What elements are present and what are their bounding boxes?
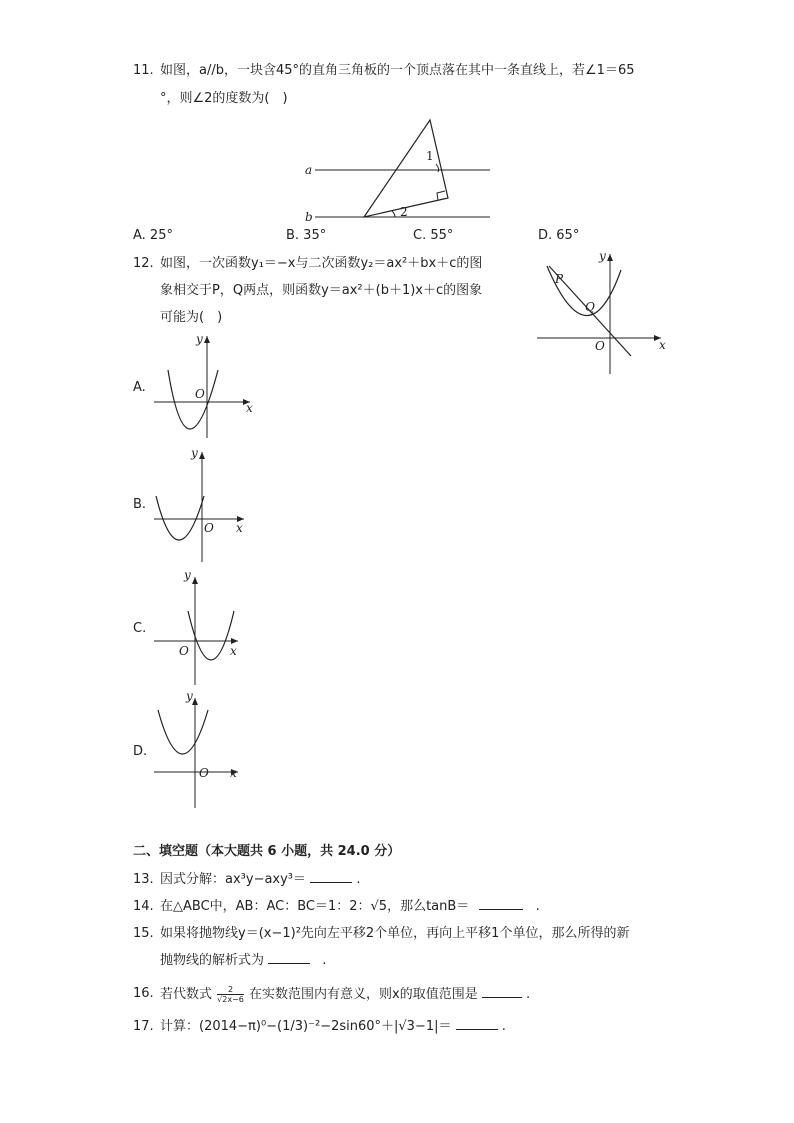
- q15-text-line1: 如果将抛物线y＝(x−1)²先向左平移2个单位，再向上平移1个单位，那么所得的新: [160, 926, 630, 941]
- q13-text: 因式分解：ax³y−axy³＝: [160, 872, 307, 887]
- q11-option-b[interactable]: B. 35°: [286, 228, 327, 243]
- q15-number: 15.: [133, 926, 154, 941]
- triangle-ruler: [364, 120, 448, 217]
- q13-line: [160, 871, 360, 889]
- q11-figure: [300, 114, 500, 226]
- q11-option-d[interactable]: D. 65°: [538, 228, 580, 243]
- q17-answer-blank[interactable]: [456, 1029, 498, 1030]
- angle2-arc: [392, 211, 395, 217]
- q16-frac-den: √2x−6: [217, 995, 244, 1004]
- q12-option-a-label[interactable]: A.: [133, 380, 146, 395]
- q12-option-b-label[interactable]: B.: [133, 497, 147, 512]
- q17-end: .: [501, 1019, 506, 1034]
- label-angle2: 2: [400, 205, 408, 219]
- q14-line: [160, 898, 540, 916]
- q16-number: 16.: [133, 986, 154, 1001]
- q16-end: .: [526, 987, 531, 1002]
- option-d-origin-label: O: [199, 766, 209, 780]
- option-b-x-label: x: [236, 521, 243, 535]
- q12-number: 12.: [133, 256, 154, 271]
- q13-answer-blank[interactable]: [310, 882, 352, 883]
- q12-option-a-graph[interactable]: [150, 330, 260, 442]
- q16-frac-num: 2: [217, 985, 244, 995]
- q12-option-b-graph[interactable]: [150, 444, 260, 566]
- q12-option-c-label[interactable]: C.: [133, 621, 147, 636]
- q14-text: 在△ABC中，AB：AC：BC＝1：2：√5，那么tanB＝: [160, 899, 470, 914]
- q12-option-d-graph[interactable]: [150, 688, 260, 810]
- option-d-y-label: y: [186, 689, 193, 703]
- option-b-y-label: y: [191, 446, 198, 460]
- q17-number: 17.: [133, 1019, 154, 1034]
- q12-main-figure: [533, 248, 668, 378]
- q16-pre: 若代数式: [160, 987, 213, 1002]
- q16-line: [160, 985, 530, 1004]
- q12-option-d-label[interactable]: D.: [133, 744, 148, 759]
- label-angle1: 1: [426, 149, 434, 163]
- q14-end: .: [535, 899, 540, 914]
- label-b: b: [305, 210, 313, 224]
- q11-text-line1: 如图，a//b，一块含45°的直角三角板的一个顶点落在其中一条直线上，若∠1＝65: [160, 63, 635, 78]
- q15-end: .: [322, 953, 327, 968]
- option-a-y-label: y: [196, 332, 203, 346]
- q13-end: .: [356, 872, 361, 887]
- q12-text-line2: 象相交于P，Q两点，则函数y＝ax²＋(b＋1)x＋c的图象: [160, 283, 483, 298]
- q11-number: 11.: [133, 63, 154, 78]
- option-a-origin-label: O: [195, 387, 205, 401]
- q17-text: 计算：(2014−π)⁰−(1/3)⁻²−2sin60°＋|√3−1|＝: [160, 1019, 452, 1034]
- option-c-y-label: y: [184, 568, 191, 582]
- q13-number: 13.: [133, 872, 154, 887]
- q15-line2: [160, 952, 326, 970]
- q12-text-line3: 可能为( ): [160, 310, 223, 325]
- q16-post: 在实数范围内有意义，则x的取值范围是: [249, 987, 478, 1002]
- q12-option-c-graph[interactable]: [150, 567, 260, 689]
- q17-line: [160, 1018, 506, 1036]
- option-c-x-label: x: [230, 644, 237, 658]
- main-y-label: y: [599, 249, 606, 263]
- q11-text-line2: °，则∠2的度数为( ): [160, 91, 288, 106]
- main-x-label: x: [659, 338, 666, 352]
- option-a-x-label: x: [246, 401, 253, 415]
- option-d-x-label: x: [230, 766, 237, 780]
- q12-text-line1: 如图，一次函数y₁＝−x与二次函数y₂＝ax²＋bx＋c的图: [160, 256, 483, 271]
- point-p-label: P: [555, 272, 564, 286]
- label-a: a: [305, 163, 313, 177]
- q14-answer-blank[interactable]: [479, 909, 523, 910]
- main-origin-label: O: [595, 339, 605, 353]
- option-b-origin-label: O: [204, 521, 214, 535]
- q15-answer-blank[interactable]: [268, 963, 310, 964]
- angle1-arc: [436, 164, 439, 172]
- q16-answer-blank[interactable]: [482, 997, 522, 998]
- q16-fraction: [217, 985, 244, 1004]
- q15-text-line2: 抛物线的解析式为: [160, 953, 265, 968]
- q11-option-c[interactable]: C. 55°: [413, 228, 454, 243]
- q11-option-a[interactable]: A. 25°: [133, 228, 173, 243]
- point-q-label: Q: [585, 300, 595, 314]
- section2-title: 二、填空题（本大题共 6 小题，共 24.0 分）: [133, 844, 401, 859]
- option-c-origin-label: O: [179, 644, 189, 658]
- q14-number: 14.: [133, 899, 154, 914]
